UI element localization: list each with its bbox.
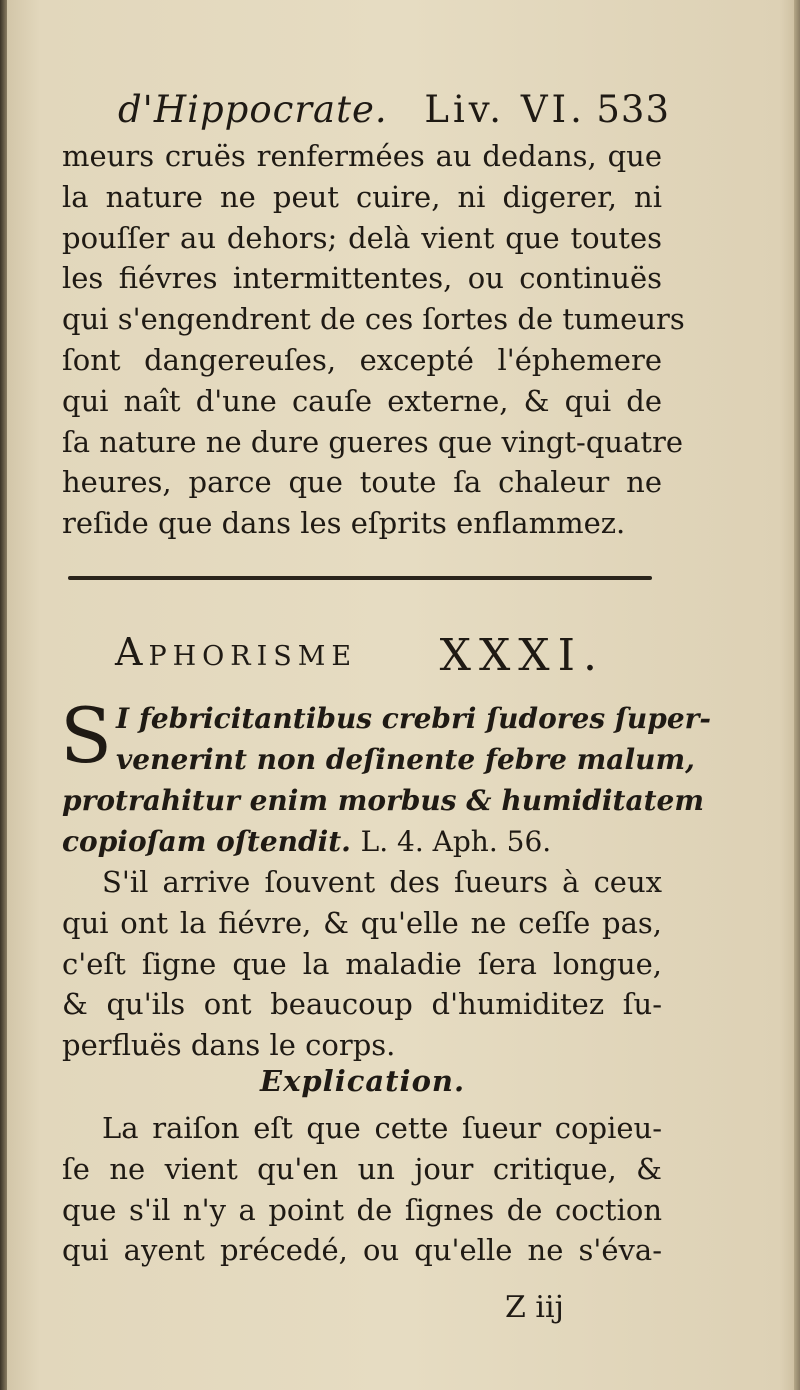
latin-line	[62, 821, 662, 862]
text-line: reſide que dans les eſprits enflammez.	[62, 506, 626, 541]
page-gutter	[0, 0, 7, 1390]
text-line: qui s'engendrent de ces ſortes de tumeurs	[62, 302, 685, 337]
text-line: S'il arrive ſouvent des ſueurs à ceux	[102, 865, 662, 899]
text-line: qui ont la fiévre, & qu'elle ne ceſſe pas,	[62, 905, 662, 940]
text-line: ſont dangereuſes, excepté l'éphemere	[62, 342, 662, 377]
text-line: perfluës dans le corps.	[62, 1028, 396, 1063]
text-line: la nature ne peut cuire, ni digerer, ni	[62, 179, 662, 214]
section-divider	[68, 576, 652, 580]
text-line: c'eſt ſigne que la maladie ſera longue,	[62, 946, 662, 981]
aphorism-reference: L. 4. Aph. 56.	[360, 825, 552, 858]
text-line: qui naît d'une cauſe externe, & qui de	[62, 383, 662, 418]
text-line: meurs cruës renfermées au dedans, que	[62, 139, 662, 173]
latin-line: protrahitur enim morbus & humiditatem	[62, 784, 704, 817]
french-translation	[62, 862, 662, 1066]
book-number: Liv. VI.	[424, 88, 586, 131]
latin-aphorism	[60, 691, 712, 862]
aphorism-number: XXXI.	[439, 630, 605, 681]
text-line: heures, parce que toute ſa chaleur ne	[62, 465, 662, 500]
text-line: les fiévres intermittentes, ou continuës	[62, 261, 662, 296]
main-paragraph	[62, 136, 685, 544]
page-edge	[794, 0, 800, 1390]
explication-heading: Explication.	[260, 1064, 466, 1098]
text-line: ſe ne vient qu'en un jour critique, &	[62, 1151, 662, 1186]
latin-line: venerint non deſinente febre malum,	[116, 743, 695, 776]
text-line: ſa nature ne dure gueres que vingt-quatre	[62, 424, 684, 459]
aphorism-heading	[115, 630, 605, 681]
text-line: La raiſon eſt que cette ſueur copieu-	[102, 1111, 662, 1145]
text-line: & qu'ils ont beaucoup d'humiditez ſu-	[62, 987, 662, 1022]
drop-cap: S	[60, 691, 113, 780]
page-number: 533	[596, 88, 670, 131]
running-header	[118, 88, 670, 131]
aphorism-label: Aphorisme	[115, 630, 358, 674]
running-title: d'Hippocrate.	[118, 88, 388, 131]
latin-line: I febricitantibus crebri ſudores ſuper-	[116, 702, 712, 735]
text-line: qui ayent précedé, ou qu'elle ne s'éva-	[62, 1233, 662, 1268]
latin-line-end: copioſam oſtendit.	[62, 825, 351, 858]
text-line: que s'il n'y a point de ſignes de coction	[62, 1192, 662, 1227]
explication-paragraph	[62, 1108, 662, 1271]
text-line: pouſſer au dehors; delà vient que toutes	[62, 220, 662, 255]
signature-mark: Z iij	[505, 1290, 564, 1325]
